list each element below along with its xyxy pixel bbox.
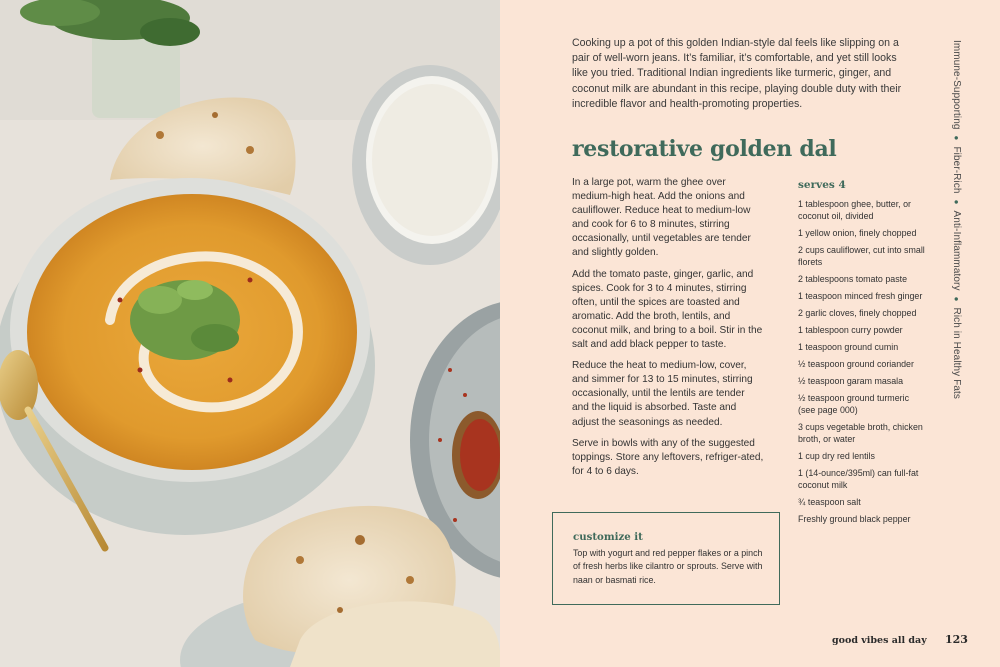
ingredient-item: 1 teaspoon minced fresh ginger bbox=[798, 290, 923, 301]
bullet-dot-icon: ● bbox=[952, 199, 961, 205]
ingredient-item: ½ teaspoon ground coriander bbox=[798, 359, 914, 370]
method-step: Reduce the heat to medium-low, cover, and simmer for 13 to 15 minutes, stirring occasionally, until the lentils are tender and the liquid is absorbed. Taste and adjust the seasonings as needed. bbox=[572, 360, 753, 428]
ingredient-item: 1 yellow onion, finely chopped bbox=[798, 227, 917, 238]
microgreens bbox=[130, 280, 240, 360]
ingredient-item: 1 teaspoon ground cumin bbox=[798, 342, 899, 353]
customize-body: Top with yogurt and red pepper flakes or a pinch of fresh herbs like cilantro or sprouts. Serve with naan or basmati rice. bbox=[573, 548, 763, 585]
ingredient-item: 2 tablespoons tomato paste bbox=[798, 273, 908, 284]
bullet-dot-icon: ● bbox=[952, 296, 961, 302]
method-step: In a large pot, warm the ghee over medium-high heat. Add the onions and cauliflower. Reduce heat to medium-low and cook for 6 to 8 minutes, stirring occasionally, until vegetables are tender and slightly golden. bbox=[572, 177, 751, 259]
method-step: Add the tomato paste, ginger, garlic, and spices. Cook for 3 to 4 minutes, stirring often, until the spices are toasted and aromatic. Add the broth, lentils, and coconut milk, and bring to a boil. Stir in the salt and add black pepper to taste. bbox=[572, 268, 763, 351]
ingredient-item: 1 tablespoon curry powder bbox=[798, 324, 903, 335]
ingredient-item: 1 (14-ounce/395ml) can full-fat coconut milk bbox=[798, 468, 919, 490]
intro-paragraph: Cooking up a pot of this golden Indian-style dal feels like slipping on a pair of well-worn jeans. It’s familiar, it’s comfortable, and yet still looks like you tried. Traditional Indian ingredients like turmeric, ginger, and coconut milk are abundant in this recipe, playing double duty with their incredible flavor and health-promoting properties. bbox=[572, 37, 902, 110]
method-steps bbox=[572, 176, 764, 486]
ingredient-item: 3 cups vegetable broth, chicken broth, or water bbox=[798, 422, 923, 444]
footer-book-title: good vibes all day bbox=[832, 635, 927, 646]
customize-title: customize it bbox=[573, 531, 643, 543]
health-tag: Anti-Inflammatory bbox=[951, 210, 962, 291]
ingredient-item: ½ teaspoon garam masala bbox=[798, 376, 904, 387]
health-tags bbox=[946, 40, 966, 420]
recipe-title: restorative golden dal bbox=[572, 136, 837, 162]
customize-box bbox=[552, 512, 780, 605]
serves-label: serves 4 bbox=[798, 179, 846, 191]
ingredient-list bbox=[798, 199, 926, 531]
health-tag: Fiber-Rich bbox=[951, 146, 962, 194]
ingredient-item: 2 cups cauliflower, cut into small florets bbox=[798, 244, 925, 267]
ingredient-item: 1 tablespoon ghee, butter, or coconut oil, divided bbox=[798, 199, 911, 221]
recipe-page bbox=[500, 0, 1000, 667]
ingredient-item: Freshly ground black pepper bbox=[798, 513, 911, 524]
bullet-dot-icon: ● bbox=[952, 135, 961, 141]
health-tag: Rich in Healthy Fats bbox=[951, 307, 962, 400]
page-number: 123 bbox=[945, 633, 968, 646]
health-tag: Immune-Supporting bbox=[951, 40, 962, 130]
ingredient-item: ½ teaspoon ground turmeric (see page 000) bbox=[798, 393, 910, 416]
ingredient-item: 2 garlic cloves, finely chopped bbox=[798, 307, 917, 318]
method-step: Serve in bowls with any of the suggested toppings. Store any leftovers, refriger-ated, for 4 to 6 days. bbox=[572, 437, 764, 477]
ingredient-item: ¾ teaspoon salt bbox=[798, 496, 861, 507]
ingredient-item: 1 cup dry red lentils bbox=[798, 450, 875, 461]
